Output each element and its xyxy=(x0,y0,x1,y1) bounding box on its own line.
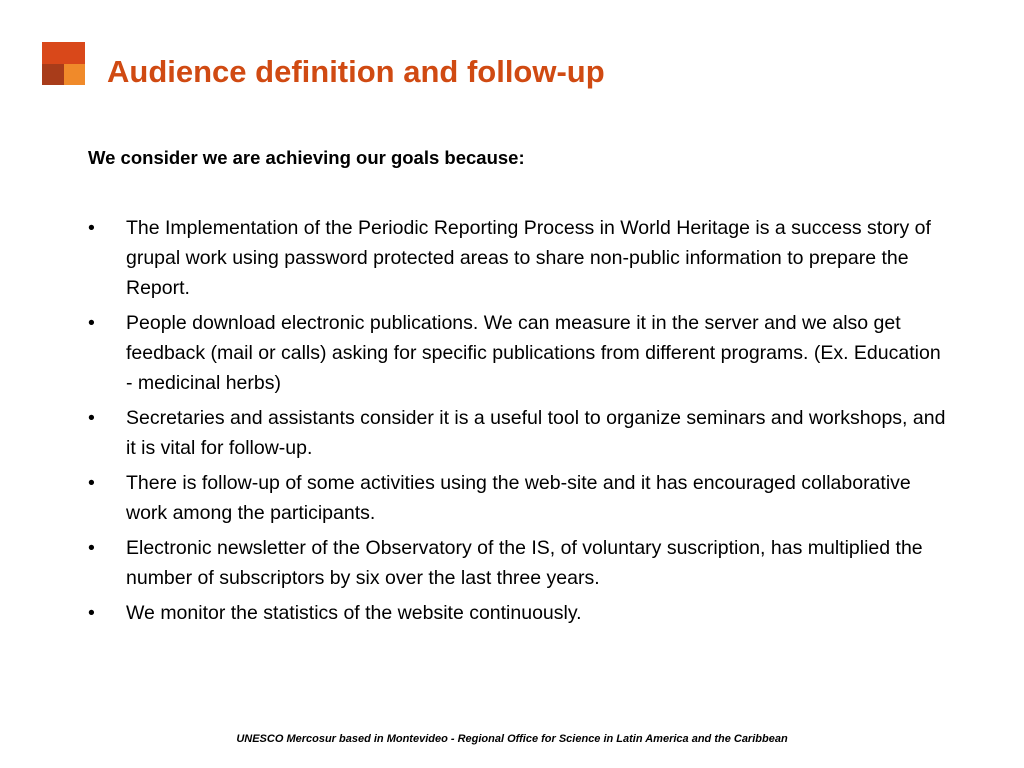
bullet-item xyxy=(88,533,948,593)
bullet-dot: • xyxy=(88,217,95,239)
bullet-text: Electronic newsletter of the Observatory of the IS, of voluntary suscription, has multiplied the number of subscriptors by six over the last three years. xyxy=(126,537,923,589)
bullet-item xyxy=(88,308,948,398)
bullet-item xyxy=(88,403,948,463)
logo-square-dark xyxy=(42,64,64,85)
bullet-text: People download electronic publications. We can measure it in the server and we also get feedback (mail or calls) asking for specific publications from different programs. (Ex. Education - medicinal herbs) xyxy=(126,312,941,394)
bullet-dot: • xyxy=(88,312,95,334)
slide-title: Audience definition and follow-up xyxy=(107,54,605,89)
bullet-item xyxy=(88,598,948,628)
bullet-item xyxy=(88,468,948,528)
bullet-list xyxy=(88,213,948,633)
bullet-dot: • xyxy=(88,472,95,494)
bullet-text: We monitor the statistics of the website continuously. xyxy=(126,602,582,624)
slide-footer: UNESCO Mercosur based in Montevideo - Regional Office for Science in Latin America and the Caribbean xyxy=(236,733,788,745)
bullet-dot: • xyxy=(88,407,95,429)
intro-text: We consider we are achieving our goals because: xyxy=(88,147,525,168)
bullet-dot: • xyxy=(88,537,95,559)
bullet-text: The Implementation of the Periodic Reporting Process in World Heritage is a success story of grupal work using password protected areas to share non-public information to prepare the Report. xyxy=(126,217,931,299)
logo-square-light xyxy=(64,64,85,85)
bullet-dot: • xyxy=(88,602,95,624)
bullet-text: Secretaries and assistants consider it is a useful tool to organize seminars and workshops, and it is vital for follow-up. xyxy=(126,407,946,459)
brand-logo xyxy=(42,42,85,85)
bullet-text: There is follow-up of some activities using the web-site and it has encouraged collaborative work among the participants. xyxy=(126,472,911,524)
bullet-item xyxy=(88,213,948,303)
